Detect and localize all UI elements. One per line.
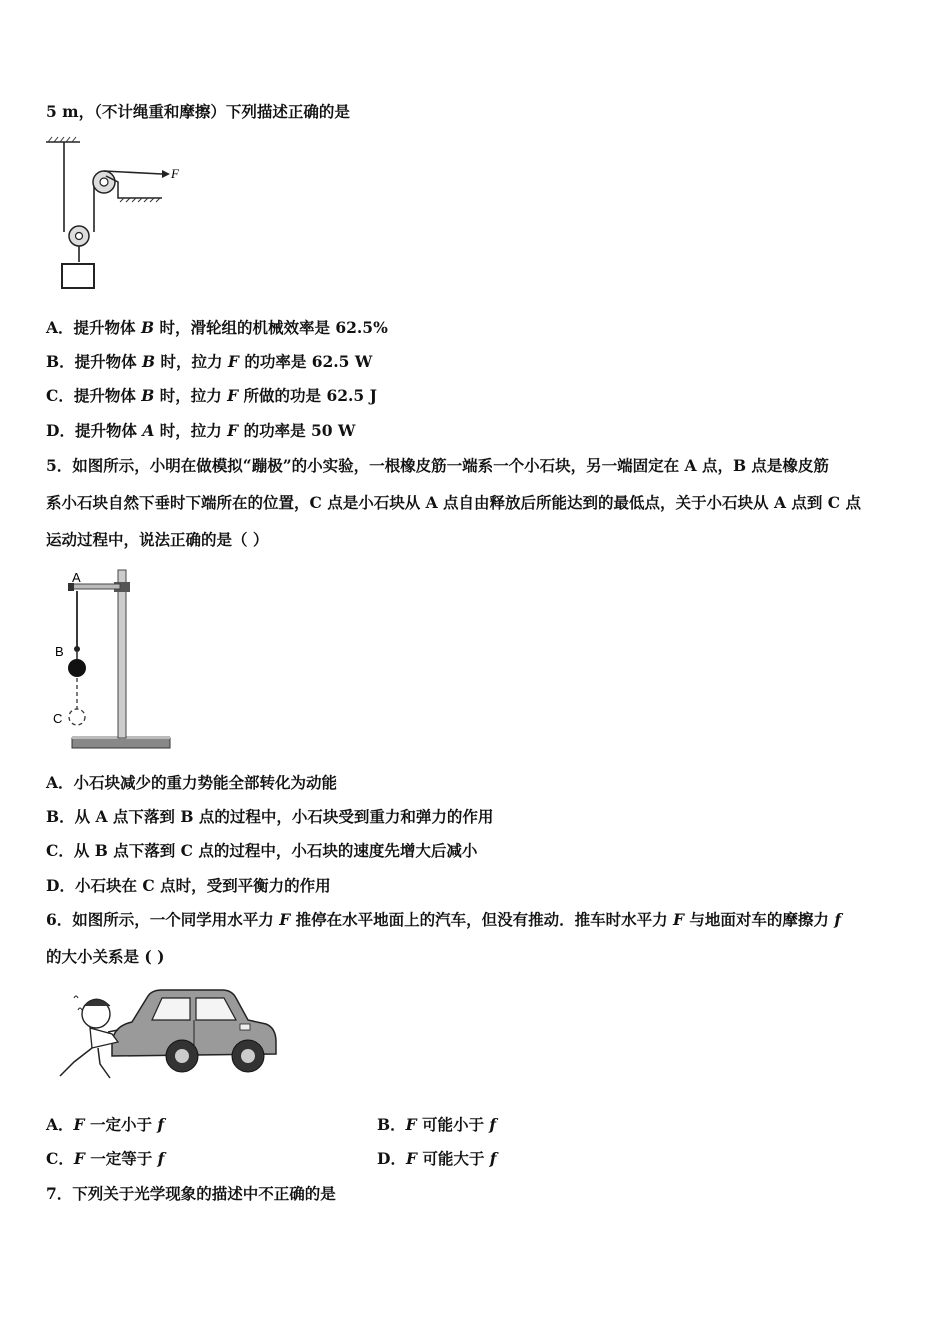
q5-option-a: A．小石块减少的重力势能全部转化为动能	[46, 773, 338, 792]
q5-option-b: B．从 A 点下落到 B 点的过程中，小石块受到重力和弹力的作用	[46, 807, 494, 826]
q6-stem-line-1: 6．如图所示，一个同学用水平力 F 推停在水平地面上的汽车，但没有推动．推车时水平力 F 与地面对车的摩擦力 f	[46, 910, 841, 929]
q4-option-a: A．提升物体 B 时，滑轮组的机械效率是 62.5%	[46, 318, 388, 337]
q7-stem: 7．下列关于光学现象的描述中不正确的是	[46, 1184, 336, 1203]
q4-option-d: D．提升物体 A 时，拉力 F 的功率是 50 W	[46, 421, 356, 440]
point-b-label: B	[55, 644, 64, 659]
q5-stem-line-3: 运动过程中，说法正确的是（ ）	[46, 530, 269, 549]
bungee-stand-figure	[50, 566, 175, 756]
q5-stem-line-1: 5．如图所示，小明在做模拟“蹦极”的小实验，一根橡皮筋一端系一个小石块，另一端固定在 A 点，B 点是橡皮筋	[46, 456, 829, 475]
q4-stem-tail: 5 m，（不计绳重和摩擦）下列描述正确的是	[46, 102, 350, 121]
point-a-label: A	[72, 570, 81, 585]
q6-option-b: B．F 可能小于 f	[377, 1115, 497, 1134]
q6-stem-line-2: 的大小关系是 ( )	[46, 947, 165, 966]
q6-option-c: C．F 一定等于 f	[46, 1149, 165, 1168]
q4-option-c: C．提升物体 B 时，拉力 F 所做的功是 62.5 J	[46, 386, 377, 405]
car-push-figure	[52, 984, 282, 1084]
q6-option-d: D．F 可能大于 f	[377, 1149, 497, 1168]
q5-stem-line-2: 系小石块自然下垂时下端所在的位置，C 点是小石块从 A 点自由释放后所能达到的最低点，关于小石块从 A 点到 C 点	[46, 493, 862, 512]
q6-option-a: A．F 一定小于 f	[46, 1115, 165, 1134]
q5-option-c: C．从 B 点下落到 C 点的过程中，小石块的速度先增大后减小	[46, 841, 478, 860]
point-c-label: C	[53, 711, 63, 726]
pulley-figure	[44, 136, 194, 292]
q5-option-d: D．小石块在 C 点时，受到平衡力的作用	[46, 876, 331, 895]
force-label: F	[171, 166, 179, 181]
q4-option-b: B．提升物体 B 时，拉力 F 的功率是 62.5 W	[46, 352, 373, 371]
